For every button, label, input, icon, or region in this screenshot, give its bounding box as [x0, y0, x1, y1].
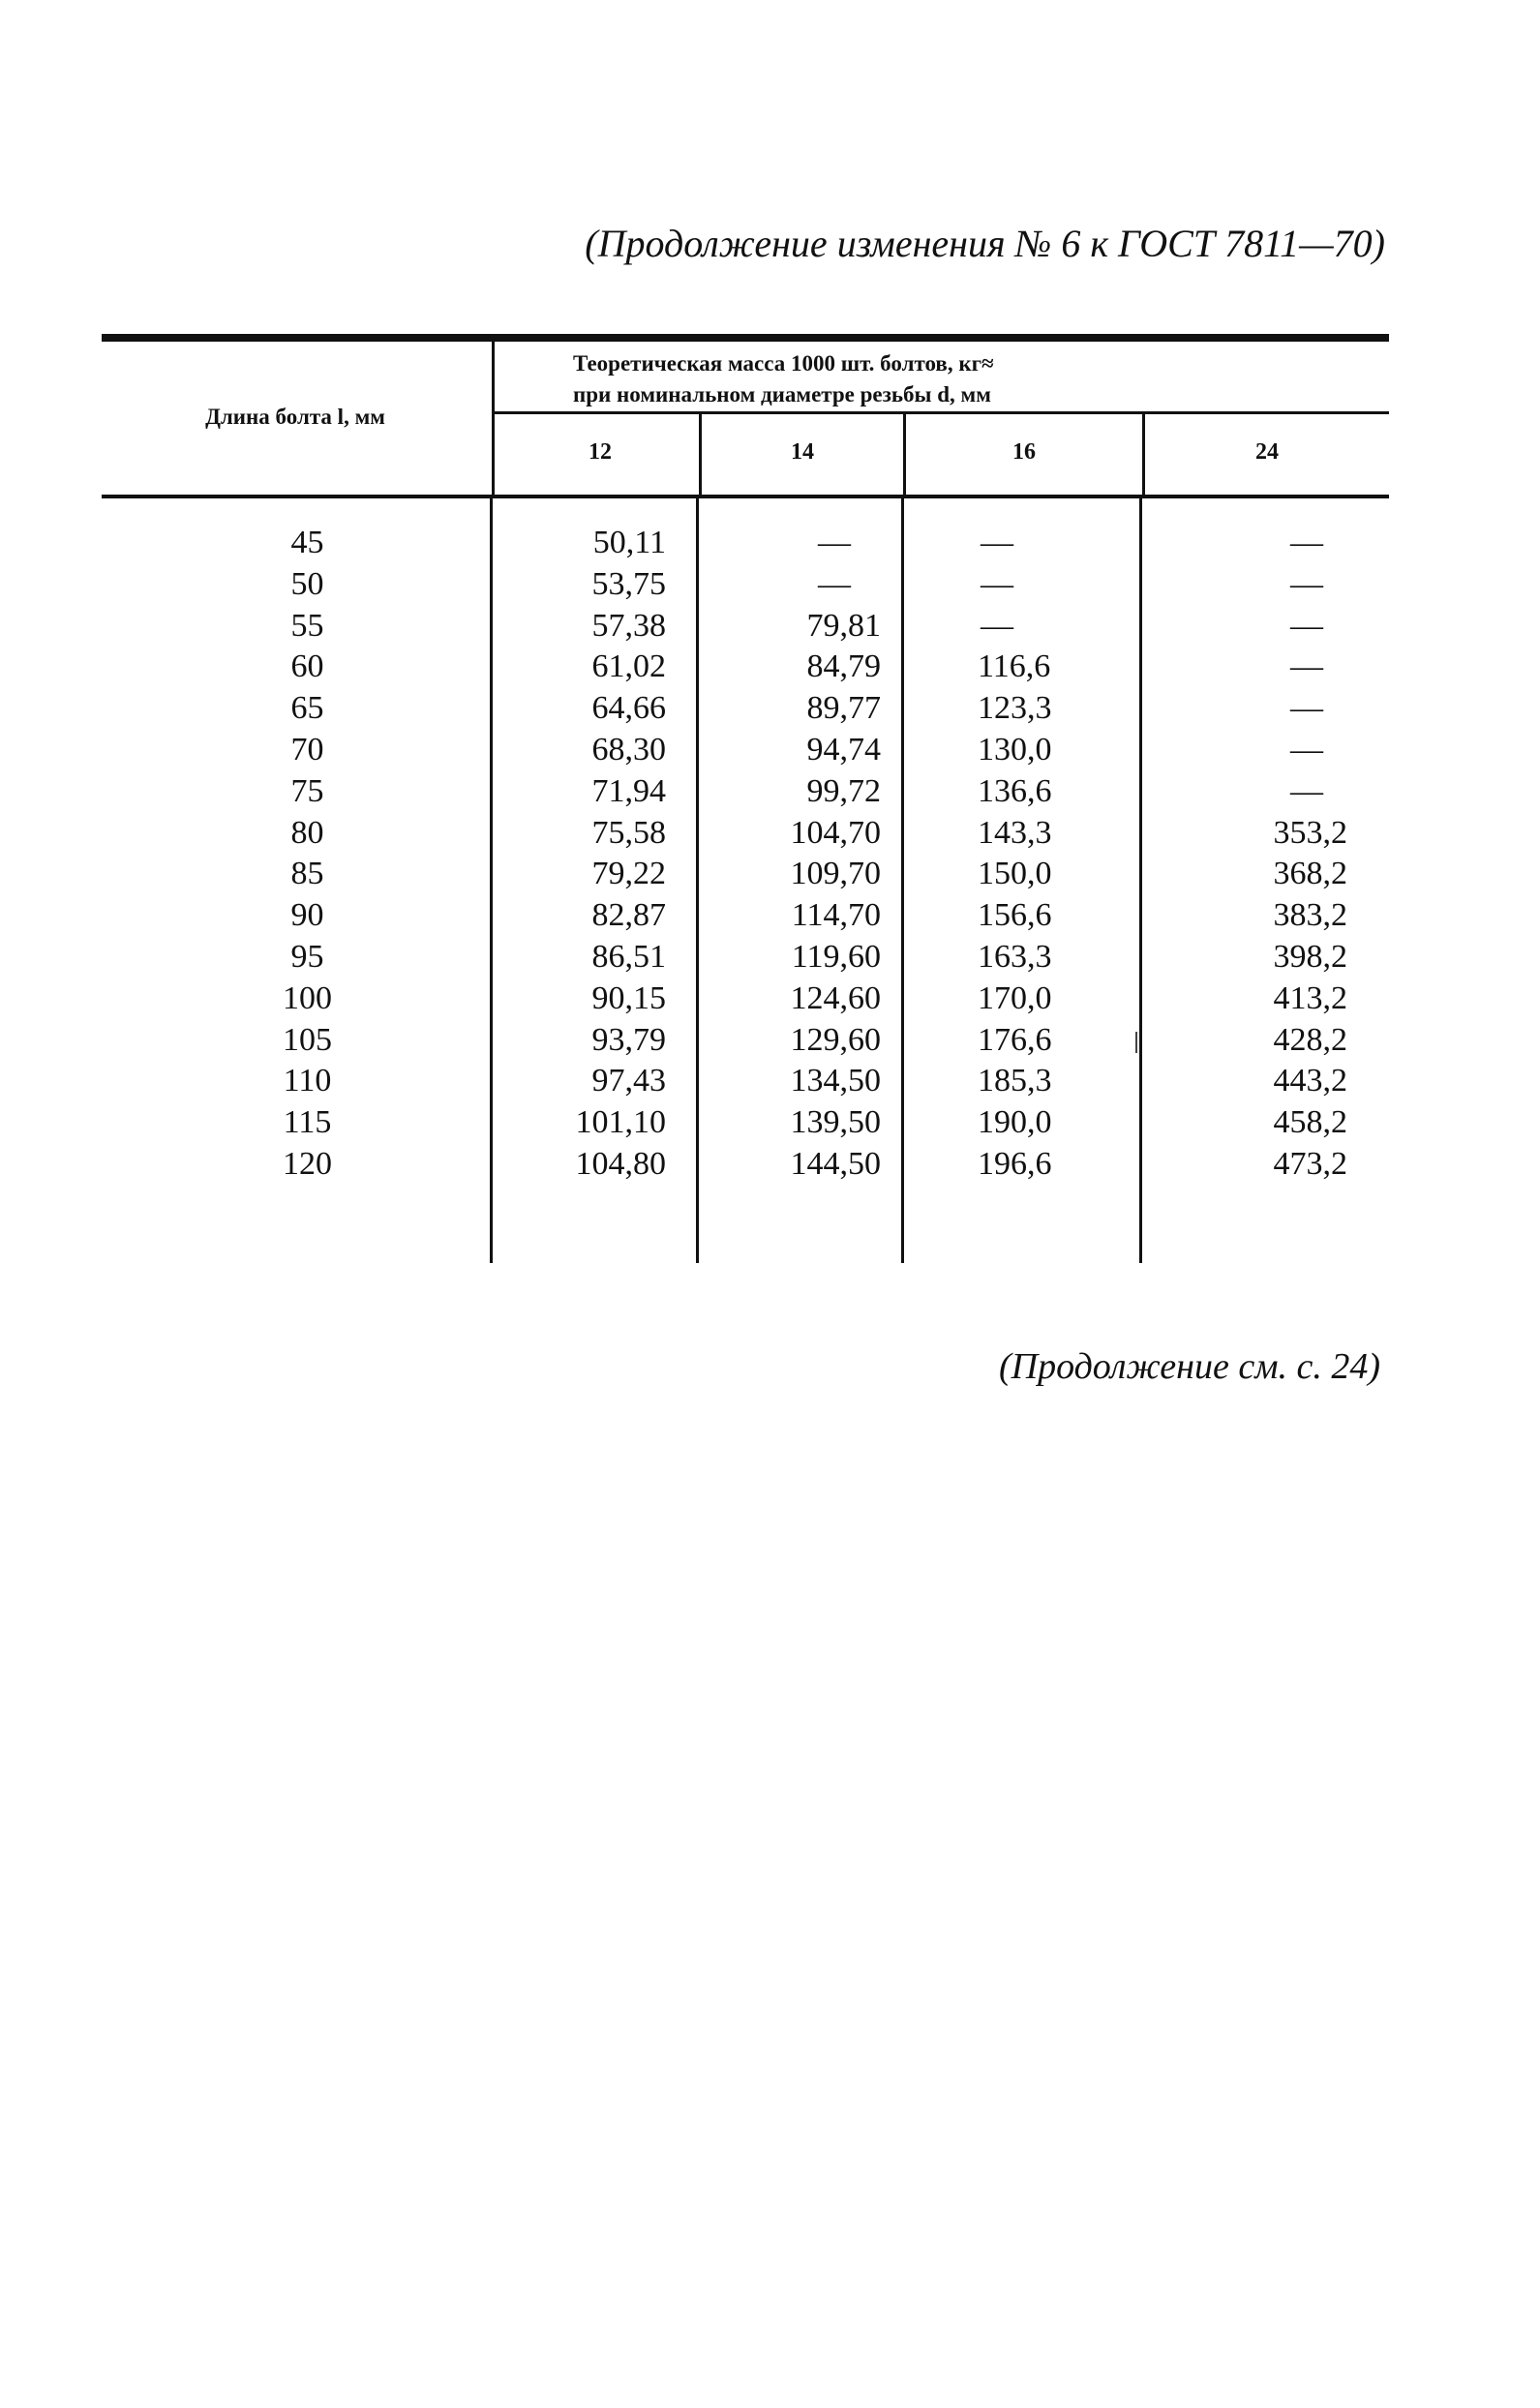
table-row	[0, 771, 1540, 813]
cell-mass-d16: 170,0	[978, 979, 1052, 1016]
table-row	[0, 937, 1540, 978]
cell-mass-d12: 53,75	[591, 565, 666, 602]
table-row	[0, 523, 1540, 564]
continuation-note: (Продолжение см. с. 24)	[998, 1346, 1380, 1387]
table-row	[0, 813, 1540, 855]
cell-mass-d14: 124,60	[790, 979, 881, 1016]
cell-length: 95	[290, 938, 324, 975]
cell-mass-d12: 97,43	[591, 1063, 666, 1099]
cell-mass-d16: 130,0	[978, 731, 1052, 768]
cell-mass-d16: 163,3	[978, 938, 1052, 975]
cell-length: 110	[283, 1063, 332, 1099]
table-row	[0, 730, 1540, 771]
cell-length: 70	[290, 731, 324, 768]
print-artifact-mark	[1135, 1032, 1137, 1053]
diameter-header-12: 12	[589, 439, 612, 465]
cell-mass-d16: 176,6	[978, 1021, 1052, 1058]
cell-mass-d16: —	[981, 607, 1013, 644]
cell-mass-d24: 458,2	[1273, 1104, 1347, 1141]
cell-mass-d24: 353,2	[1273, 814, 1347, 851]
cell-mass-d12: 90,15	[591, 979, 666, 1016]
cell-mass-d14: 99,72	[806, 772, 881, 809]
cell-mass-d16: —	[981, 525, 1013, 560]
table-row	[0, 1144, 1540, 1186]
cell-mass-d16: 156,6	[978, 897, 1052, 934]
cell-mass-d24: —	[1290, 690, 1323, 727]
cell-mass-d24: —	[1290, 565, 1323, 602]
table-row	[0, 978, 1540, 1020]
cell-mass-d16: 116,6	[978, 648, 1051, 685]
table-row	[0, 606, 1540, 647]
mass-header-line-1: Теоретическая масса 1000 шт. болтов, кг≈	[573, 351, 994, 376]
table-row	[0, 564, 1540, 606]
cell-mass-d24: —	[1290, 772, 1323, 809]
cell-mass-d24: 383,2	[1273, 897, 1347, 934]
cell-mass-d24: 368,2	[1273, 856, 1347, 892]
table-body	[0, 523, 1540, 1186]
cell-mass-d14: 79,81	[806, 607, 881, 644]
table-row	[0, 895, 1540, 937]
cell-length: 45	[290, 525, 324, 560]
table-row	[0, 1020, 1540, 1062]
diameter-header-16: 16	[1012, 439, 1036, 465]
cell-mass-d16: —	[981, 565, 1013, 602]
cell-length: 55	[290, 607, 324, 644]
cell-mass-d16: 150,0	[978, 856, 1052, 892]
cell-mass-d14: 84,79	[806, 648, 881, 685]
mass-group-header	[573, 348, 994, 410]
table-row	[0, 1061, 1540, 1102]
cell-mass-d14: 134,50	[790, 1063, 881, 1099]
cell-mass-d24: 398,2	[1273, 938, 1347, 975]
cell-mass-d16: 123,3	[978, 690, 1052, 727]
cell-mass-d14: —	[818, 525, 851, 560]
cell-mass-d14: —	[818, 565, 851, 602]
table-header-bottom-rule	[102, 495, 1389, 498]
cell-mass-d16: 185,3	[978, 1063, 1052, 1099]
cell-length: 50	[290, 565, 324, 602]
cell-mass-d24: 443,2	[1273, 1063, 1347, 1099]
cell-mass-d12: 104,80	[575, 1145, 666, 1182]
length-column-header: Длина болта l, мм	[205, 405, 385, 429]
table-row	[0, 1102, 1540, 1144]
cell-mass-d24: 428,2	[1273, 1021, 1347, 1058]
cell-mass-d14: 89,77	[806, 690, 881, 727]
cell-length: 100	[283, 979, 332, 1016]
table-row	[0, 647, 1540, 688]
cell-mass-d12: 86,51	[591, 938, 666, 975]
continuation-title: (Продолжение изменения № 6 к ГОСТ 7811—70)	[585, 222, 1385, 265]
cell-mass-d12: 71,94	[591, 772, 666, 809]
cell-mass-d16: 143,3	[978, 814, 1052, 851]
cell-length: 65	[290, 690, 324, 727]
cell-mass-d12: 50,11	[592, 525, 666, 560]
cell-mass-d14: 119,60	[791, 938, 881, 975]
table-row	[0, 688, 1540, 730]
cell-mass-d16: 136,6	[978, 772, 1052, 809]
cell-mass-d16: 196,6	[978, 1145, 1052, 1182]
cell-mass-d12: 61,02	[591, 648, 666, 685]
cell-mass-d14: 139,50	[790, 1104, 881, 1141]
cell-mass-d14: 114,70	[791, 897, 881, 934]
cell-mass-d12: 93,79	[591, 1021, 666, 1058]
diameter-header-24: 24	[1255, 439, 1279, 465]
cell-mass-d24: —	[1290, 648, 1323, 685]
cell-mass-d14: 94,74	[806, 731, 881, 768]
cell-mass-d12: 82,87	[591, 897, 666, 934]
cell-mass-d12: 75,58	[591, 814, 666, 851]
cell-mass-d24: —	[1290, 607, 1323, 644]
cell-mass-d24: 413,2	[1273, 979, 1347, 1016]
cell-mass-d24: —	[1290, 525, 1323, 560]
cell-length: 75	[290, 772, 324, 809]
cell-mass-d14: 104,70	[790, 814, 881, 851]
header-divider	[492, 342, 495, 497]
cell-length: 85	[290, 856, 324, 892]
cell-mass-d14: 129,60	[790, 1021, 881, 1058]
cell-mass-d12: 79,22	[591, 856, 666, 892]
diameter-header-14: 14	[791, 439, 814, 465]
cell-mass-d14: 109,70	[790, 856, 881, 892]
cell-mass-d12: 68,30	[591, 731, 666, 768]
cell-length: 90	[290, 897, 324, 934]
cell-mass-d14: 144,50	[790, 1145, 881, 1182]
cell-mass-d24: 473,2	[1273, 1145, 1347, 1182]
cell-length: 60	[290, 648, 324, 685]
table-top-rule	[102, 334, 1389, 342]
cell-mass-d12: 57,38	[591, 607, 666, 644]
cell-length: 80	[290, 814, 324, 851]
cell-length: 120	[283, 1145, 332, 1182]
cell-length: 115	[283, 1104, 332, 1141]
mass-header-line-2: при номинальном диаметре резьбы d, мм	[573, 382, 991, 406]
cell-mass-d24: —	[1290, 731, 1323, 768]
table-subheader-rule	[494, 411, 1389, 414]
cell-mass-d12: 101,10	[575, 1104, 666, 1141]
cell-length: 105	[283, 1021, 332, 1058]
cell-mass-d12: 64,66	[591, 690, 666, 727]
cell-mass-d16: 190,0	[978, 1104, 1052, 1141]
table-row	[0, 854, 1540, 895]
